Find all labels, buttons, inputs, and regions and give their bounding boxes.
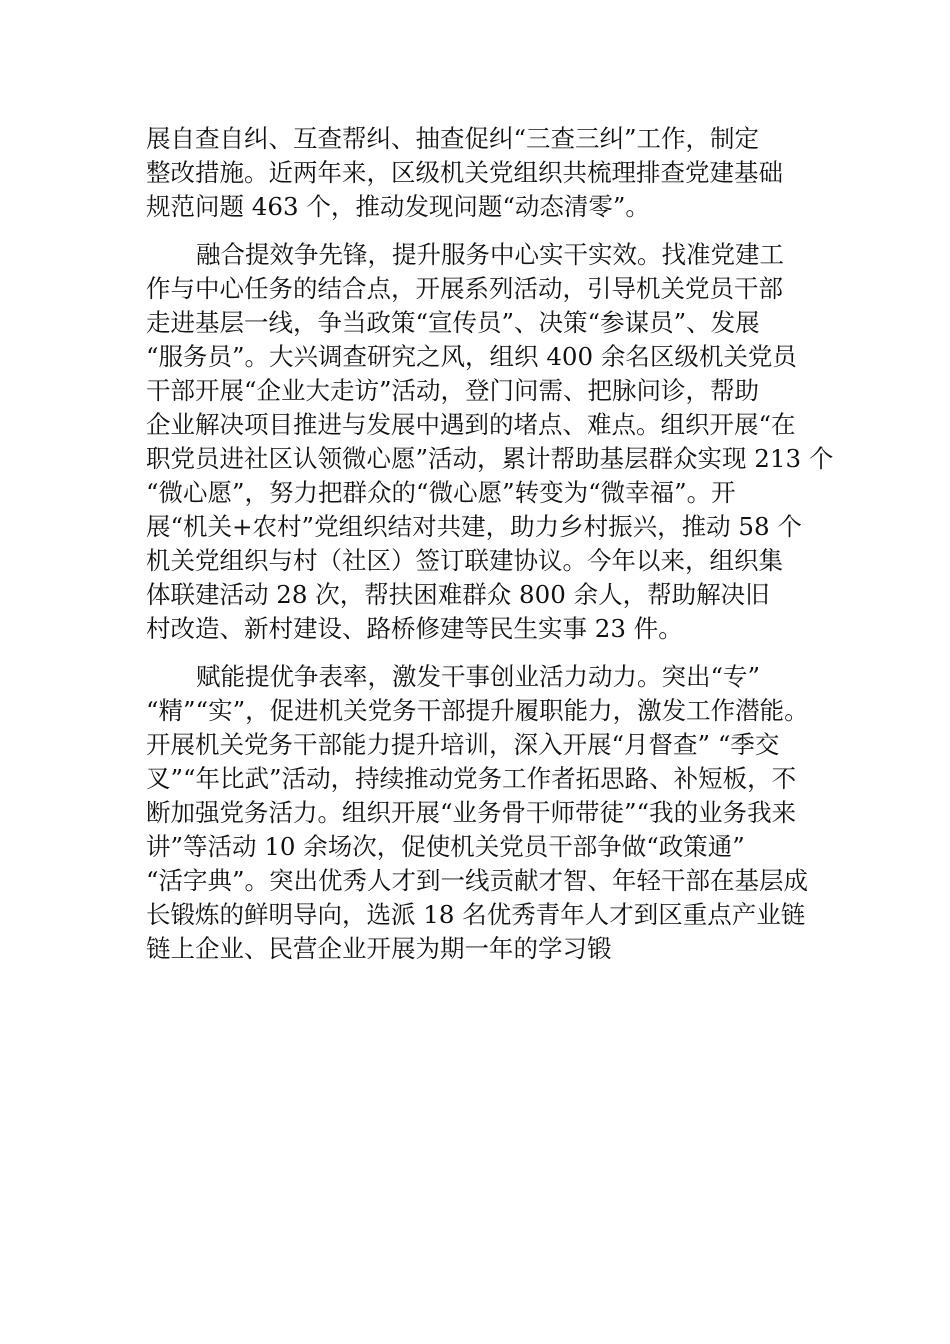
document-body: [146, 122, 834, 966]
paragraph: [146, 122, 826, 224]
text-line: 职党员进社区认领微心愿”活动，累计帮助基层群众实现 213 个: [146, 444, 834, 473]
text-line: 讲”等活动 10 余场次，促使机关党员干部争做“政策通”: [146, 832, 745, 861]
text-line: “精”“实”，促进机关党务干部提升履职能力，激发工作潜能。: [146, 696, 809, 725]
text-line: 链上企业、民营企业开展为期一年的学习锻: [146, 934, 612, 963]
text-line: 企业解决项目推进与发展中遇到的堵点、难点。组织开展“在: [146, 410, 796, 439]
text-line: 赋能提优争表率，激发干事创业活力动力。突出“专”: [196, 662, 761, 691]
text-line: 开展机关党务干部能力提升培训，深入开展“月督查” “季交: [146, 730, 780, 759]
text-line: “服务员”。大兴调查研究之风，组织 400 余名区级机关党员: [146, 342, 797, 371]
text-line: 融合提效争先锋，提升服务中心实干实效。找准党建工: [196, 240, 784, 269]
text-line: 叉”“年比武”活动，持续推动党务工作者拓思路、补短板，不: [146, 764, 797, 793]
text-line: 村改造、新村建设、路桥修建等民生实事 23 件。: [146, 614, 683, 643]
text-line: 机关党组织与村（社区）签订联建协议。今年以来，组织集: [146, 546, 783, 575]
text-line: 断加强党务活力。组织开展“业务骨干师带徒”“我的业务我来: [146, 798, 797, 827]
text-line: “活字典”。突出优秀人才到一线贡献才智、年轻干部在基层成: [146, 866, 809, 895]
text-line: 整改措施。近两年来，区级机关党组织共梳理排查党建基础: [146, 158, 783, 187]
text-line: 长锻炼的鲜明导向，选派 18 名优秀青年人才到区重点产业链: [146, 900, 806, 929]
text-line: 作与中心任务的结合点，开展系列活动，引导机关党员干部: [146, 274, 783, 303]
text-line: 展“机关+农村”党组织结对共建，助力乡村振兴，推动 58 个: [146, 512, 802, 541]
text-line: 展自查自纠、互查帮纠、抽查促纠“三查三纠”工作，制定: [146, 124, 760, 153]
text-line: “微心愿”，努力把群众的“微心愿”转变为“微幸福”。开: [146, 478, 736, 507]
text-line: 走进基层一线，争当政策“宣传员”、决策“参谋员”、发展: [146, 308, 760, 337]
text-line: 体联建活动 28 次，帮扶困难群众 800 余人，帮助解决旧: [146, 580, 770, 609]
paragraph: [146, 660, 826, 966]
paragraph: [146, 238, 834, 646]
text-line: 干部开展“企业大走访”活动，登门问需、把脉问诊，帮助: [146, 376, 760, 405]
text-line: 规范问题 463 个，推动发现问题“动态清零”。: [146, 192, 650, 221]
